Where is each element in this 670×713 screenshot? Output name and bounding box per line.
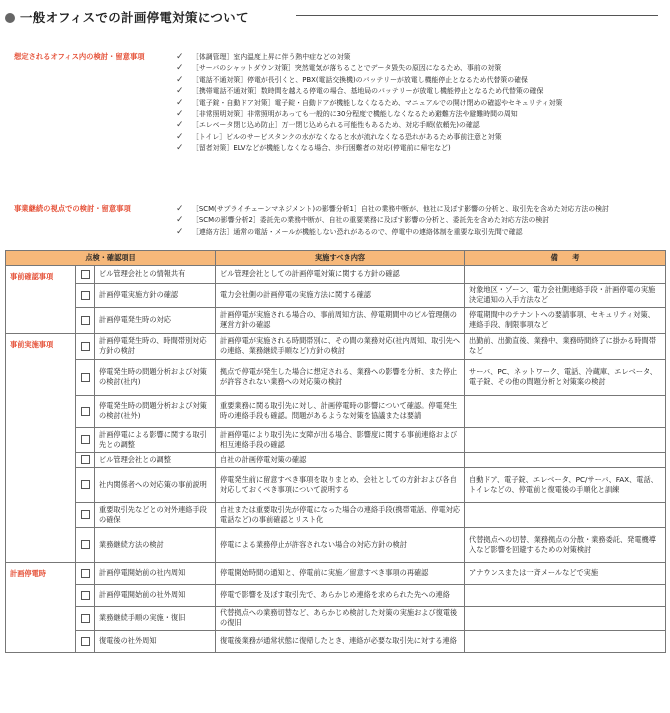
row-checkbox[interactable]: [81, 480, 90, 489]
row-item: 停電発生時の問題分析および対策の検討(社内): [95, 359, 216, 395]
row-item: 計画停電実施方針の確認: [95, 283, 216, 307]
row-checkbox[interactable]: [81, 614, 90, 623]
row-note: 自動ドア、電子錠、エレベータ、PC/サーバ、FAX、電話、トイレなどの、停電前と復電後の手順化と訓練: [465, 467, 666, 502]
row-note: [465, 584, 666, 606]
table-row: [6, 527, 666, 562]
checklist-item-text: ［SCMの影響分析2］委託先の業務中断が、自社の重要業務に及ぼす影響の分析と、委託先を含めた対応方法の検討: [192, 216, 550, 225]
row-content: 停電発生前に留意すべき事項を取りまとめ、会社としての方針および各自対応しておくべき事項について説明する: [216, 467, 465, 502]
office-checklist-label: 想定されるオフィス内の検討・留意事項: [14, 52, 145, 61]
table-row: [6, 467, 666, 502]
row-item: 復電後の社外周知: [95, 630, 216, 652]
checklist-item-text: ［エレベータ閉じ込め防止］万一閉じ込められる可能性もあるため、対応手順(依頼先)の確認: [192, 121, 480, 130]
checklist-item-text: ［携帯電話不通対策］数時間を越える停電の場合、基地局のバッテリーが放電し機能停止となるため代替策の確保: [192, 87, 544, 96]
row-category: [6, 359, 76, 395]
checkmark-icon: ✓: [176, 52, 184, 62]
row-note: [465, 452, 666, 467]
title-rule: [296, 15, 658, 16]
row-content: ビル管理会社としての計画停電対策に関する方針の確認: [216, 266, 465, 284]
row-content: 自社の計画停電対策の確認: [216, 452, 465, 467]
checklist-item-text: ［サーバのシャットダウン対策］突然電気が落ちることでデータ毀失の原因になるため、事前の対策: [192, 64, 502, 73]
checklist-item: [176, 75, 562, 86]
row-content: 拠点で停電が発生した場合に想定される、業務への影響を分析、また停止が許容されない業務への対応策の検討: [216, 359, 465, 395]
row-checkbox[interactable]: [81, 637, 90, 646]
table-row: [6, 584, 666, 606]
checklist-item: [176, 132, 562, 143]
checklist-item-text: ［電話不通対策］停電が長引くと、PBX(電話交換機)のバッテリーが放電し機能停止となるため代替策の確保: [192, 75, 528, 84]
checkmark-icon: ✓: [176, 143, 184, 154]
row-checkbox[interactable]: [81, 591, 90, 600]
row-checkbox-cell: [76, 527, 95, 562]
row-checkbox[interactable]: [81, 270, 90, 279]
table-row: [6, 333, 666, 359]
checkmark-icon: ✓: [176, 63, 184, 74]
checklist-item: [176, 63, 562, 74]
row-checkbox-cell: [76, 395, 95, 427]
bcp-checklist: [176, 204, 609, 238]
title-bullet-icon: [5, 13, 15, 23]
page-title-text: 一般オフィスでの計画停電対策について: [20, 10, 249, 25]
office-checklist: [176, 52, 562, 155]
row-content: 電力会社側の計画停電の実施方法に関する確認: [216, 283, 465, 307]
checklist-item: [176, 52, 562, 63]
row-note: 出勤前、出勤直後、業務中、業務時間終了に掛かる時間帯など: [465, 333, 666, 359]
table-row: [6, 562, 666, 584]
row-checkbox-cell: [76, 584, 95, 606]
checkmark-icon: ✓: [176, 108, 184, 119]
table-row: [6, 630, 666, 652]
row-checkbox[interactable]: [81, 435, 90, 444]
row-category: [6, 427, 76, 452]
row-checkbox-cell: [76, 467, 95, 502]
checklist-item-text: ［留者対策］ELVなどが機能しなくなる場合、歩行困難者の対応(停電前に帰宅など): [192, 144, 451, 153]
row-item: 社内関係者への対応策の事前説明: [95, 467, 216, 502]
checklist-item: [176, 109, 562, 120]
checkmark-icon: ✓: [176, 86, 184, 97]
row-category: 事前実施事項: [6, 333, 76, 359]
row-note: アナウンスまたは一斉メールなどで実施: [465, 562, 666, 584]
row-category: [6, 606, 76, 630]
row-content: 自社または重要取引先が停電になった場合の連絡手段(携帯電話、停電対応電話など)の事前確認とリスト化: [216, 502, 465, 527]
row-checkbox[interactable]: [81, 540, 90, 549]
table-row: [6, 359, 666, 395]
header-check-items: 点検・確認項目: [6, 251, 216, 266]
header-notes: 備 考: [465, 251, 666, 266]
row-item: 停電発生時の問題分析および対策の検討(社外): [95, 395, 216, 427]
table-row: [6, 502, 666, 527]
checklist-item: [176, 86, 562, 97]
row-checkbox[interactable]: [81, 291, 90, 300]
checklist-item-text: ［体調管理］室内温度上昇に伴う熱中症などの対策: [192, 53, 351, 61]
row-checkbox[interactable]: [81, 373, 90, 382]
checkmark-icon: ✓: [176, 97, 184, 108]
row-category: [6, 584, 76, 606]
checkmark-icon: ✓: [176, 215, 184, 226]
checklist-item: [176, 120, 562, 131]
row-checkbox[interactable]: [81, 342, 90, 351]
row-item: 計画停電による影響に関する取引先との調整: [95, 427, 216, 452]
row-checkbox[interactable]: [81, 455, 90, 464]
row-content: 重要業務に関る取引先に対し、計画停電時の影響について確認。停電発生時の連絡手段も確認。問題があるような対策を協議または要請: [216, 395, 465, 427]
row-content: 代替拠点への業務切替など、あらかじめ検討した対策の実施および復電後の復旧: [216, 606, 465, 630]
row-checkbox[interactable]: [81, 316, 90, 325]
row-note: [465, 630, 666, 652]
checkmark-icon: ✓: [176, 120, 184, 131]
checklist-item-text: ［連絡方法］通常の電話・メールが機能しない恐れがあるので、停電中の連絡体制を重要な取引先間で確認: [192, 227, 523, 236]
row-item: 計画停電発生時の、時間帯別対応方針の検討: [95, 333, 216, 359]
row-item: 業務継続方法の検討: [95, 527, 216, 562]
checklist-item-text: ［電子錠・自動ドア対策］電子錠・自動ドアが機能しなくなるため、マニュアルでの開け閉めの確認やセキュリティ対策: [192, 98, 563, 107]
row-content: 復電後業務が通常状態に復帰したとき、連絡が必要な取引先に対する連絡: [216, 630, 465, 652]
row-checkbox-cell: [76, 266, 95, 284]
row-item: ビル管理会社との情報共有: [95, 266, 216, 284]
row-category: [6, 283, 76, 307]
row-checkbox[interactable]: [81, 510, 90, 519]
row-content: 停電による業務停止が許容されない場合の対応方針の検討: [216, 527, 465, 562]
row-note: 停電期間中のテナントへの要請事項、セキュリティ対策、連絡手段、制限事項など: [465, 307, 666, 333]
table-row: [6, 266, 666, 284]
row-note: [465, 266, 666, 284]
checklist-item-text: ［SCM(サプライチェーンマネジメント)の影響分析1］自社の業務中断が、他社に及ぼす影響の分析と、取引先を含めた対応方法の検討: [192, 205, 609, 213]
checklist-item-text: ［非常照明対策］非常照明があっても一般的に30分程度で機能しなくなるため避難方法や避難時間の周知: [192, 109, 518, 118]
table-row: [6, 307, 666, 333]
row-note: [465, 502, 666, 527]
row-note: サーバ、PC、ネットワーク、電話、冷蔵庫、エレベータ、電子錠、その他の問題分析と対策案の検討: [465, 359, 666, 395]
table-row: [6, 452, 666, 467]
check-table: [5, 250, 666, 653]
row-note: 代替拠点への切替、業務拠点の分散・業務委託、発電機導入など影響を回避するための対策検討: [465, 527, 666, 562]
row-note: [465, 606, 666, 630]
checklist-item: [176, 215, 609, 226]
row-item: ビル管理会社との調整: [95, 452, 216, 467]
row-category: [6, 395, 76, 427]
row-item: 業務継続手順の実施・復旧: [95, 606, 216, 630]
row-note: [465, 427, 666, 452]
row-checkbox[interactable]: [81, 407, 90, 416]
checkmark-icon: ✓: [176, 131, 184, 142]
table-row: [6, 283, 666, 307]
bcp-checklist-label: 事業継続の視点での検討・留意事項: [14, 204, 131, 213]
row-content: 停電で影響を及ぼす取引先で、あらかじめ連絡を求められた先への連絡: [216, 584, 465, 606]
checkmark-icon: ✓: [176, 226, 184, 237]
row-content: 停電開始時間の通知と、停電前に実施／留意すべき事項の再確認: [216, 562, 465, 584]
row-content: 計画停電が実施される時間帯別に、その間の業務対応(社内周知、取引先への連絡、業務継続手順など)方針の検討: [216, 333, 465, 359]
row-item: 計画停電発生時の対応: [95, 307, 216, 333]
row-checkbox[interactable]: [81, 569, 90, 578]
row-category: [6, 527, 76, 562]
row-checkbox-cell: [76, 630, 95, 652]
row-note: 対象地区・ゾーン、電力会社側連絡手段・計画停電の実施決定通知の入手方法など: [465, 283, 666, 307]
row-checkbox-cell: [76, 562, 95, 584]
checkmark-icon: ✓: [176, 204, 184, 214]
checklist-item: [176, 227, 609, 238]
row-note: [465, 395, 666, 427]
row-category: [6, 452, 76, 467]
table-header-row: [6, 251, 666, 266]
row-content: 計画停電が実施される場合の、事前周知方法、停電期間中のビル管理側の運営方針の確認: [216, 307, 465, 333]
row-checkbox-cell: [76, 359, 95, 395]
row-checkbox-cell: [76, 502, 95, 527]
row-checkbox-cell: [76, 283, 95, 307]
page-title: [5, 8, 249, 26]
row-checkbox-cell: [76, 452, 95, 467]
checklist-item: [176, 143, 562, 154]
checklist-item: [176, 204, 609, 215]
row-category: [6, 630, 76, 652]
row-category: [6, 307, 76, 333]
checklist-item: [176, 98, 562, 109]
row-category: [6, 502, 76, 527]
row-checkbox-cell: [76, 333, 95, 359]
row-item: 重要取引先などとの対外連絡手段の確保: [95, 502, 216, 527]
header-content: 実施すべき内容: [216, 251, 465, 266]
row-category: 計画停電時: [6, 562, 76, 584]
row-checkbox-cell: [76, 307, 95, 333]
table-row: [6, 606, 666, 630]
row-checkbox-cell: [76, 427, 95, 452]
table-row: [6, 395, 666, 427]
row-item: 計画停電開始前の社外周知: [95, 584, 216, 606]
row-content: 計画停電により取引先に支障が出る場合、影響度に関する事前連絡および相互連絡手段の確認: [216, 427, 465, 452]
table-row: [6, 427, 666, 452]
checklist-item-text: ［トイレ］ビルのサービスタンクの水がなくなると水が流れなくなる恐れがあるため事前注意と対策: [192, 132, 502, 141]
checkmark-icon: ✓: [176, 74, 184, 85]
row-category: 事前確認事項: [6, 266, 76, 284]
row-category: [6, 467, 76, 502]
row-item: 計画停電開始前の社内周知: [95, 562, 216, 584]
row-checkbox-cell: [76, 606, 95, 630]
